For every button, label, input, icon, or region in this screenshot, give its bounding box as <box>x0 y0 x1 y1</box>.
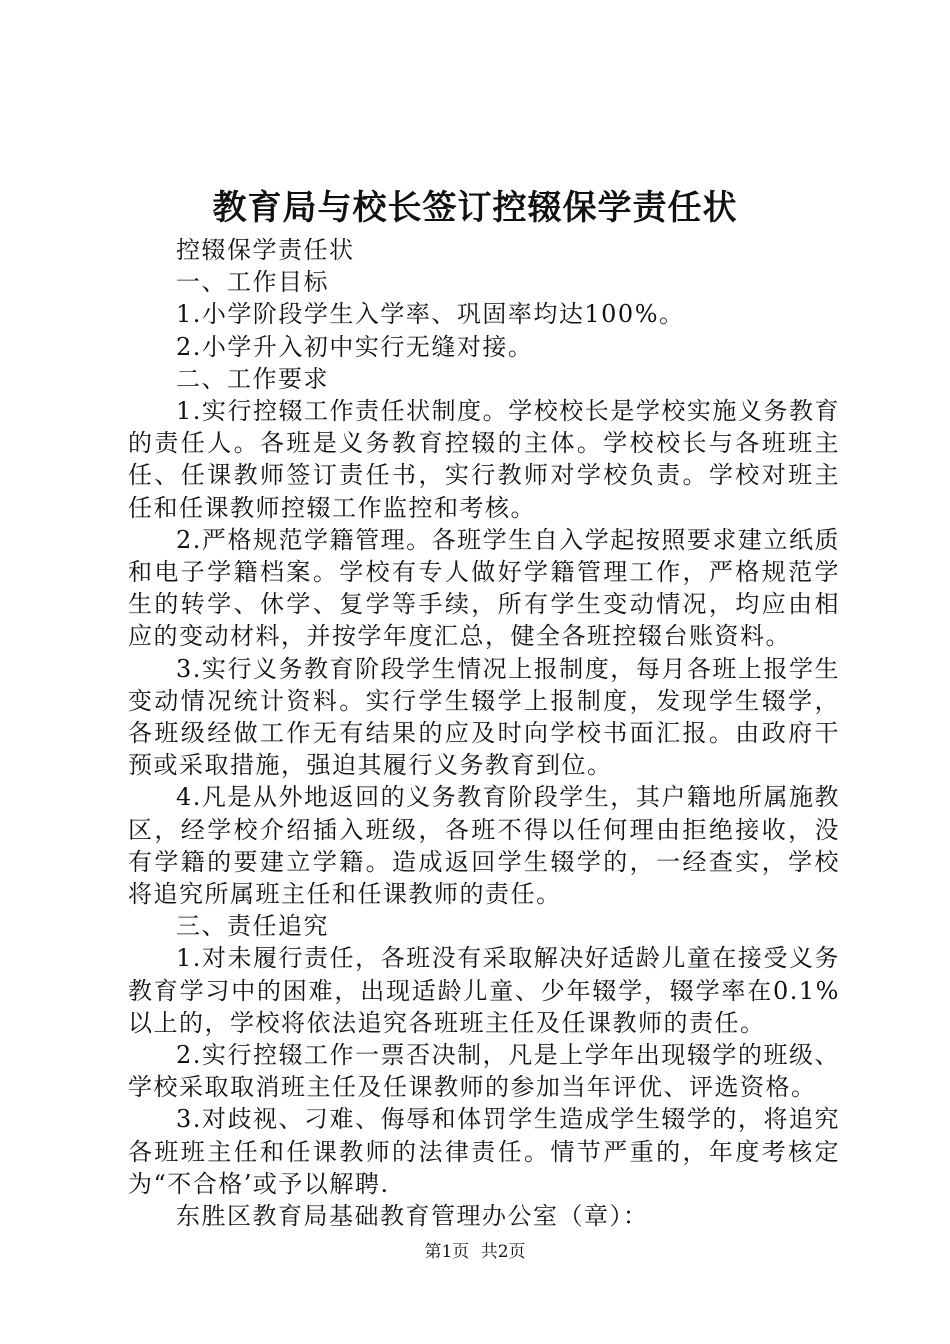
paragraph: 1.小学阶段学生入学率、巩固率均达100%。 <box>176 300 685 329</box>
section-heading-accountability: 三、责任追究 <box>176 912 329 941</box>
paragraph-subtitle: 控辍保学责任状 <box>176 236 355 264</box>
paragraph: 1.对未履行责任，各班没有采取解决好适龄儿童在接受义务教育学习中的困难，出现适龄儿童、少年辍学，辍学率在0.1%以上的，学校将依法追究各班班主任及任课教师的责任。 <box>128 944 840 1037</box>
page-total: 共2页 <box>480 1242 526 1262</box>
signature-line: 东胜区教育局基础教育管理办公室（章）： <box>176 1202 649 1231</box>
paragraph: 4.凡是从外地返回的义务教育阶段学生，其户籍地所属施教区，经学校介绍插入班级，各班不得以任何理由拒绝接收，没有学籍的要建立学籍。造成返回学生辍学的，一经查实，学校将追究所属班主任和任课教师的责任。 <box>128 783 840 909</box>
page-footer <box>0 1240 950 1264</box>
paragraph: 2.严格规范学籍管理。各班学生自入学起按照要求建立纸质和电子学籍档案。学校有专人做好学籍管理工作，严格规范学生的转学、休学、复学等手续，所有学生变动情况，均应由相应的变动材料，并按学年度汇总，健全各班控辍台账资料。 <box>128 525 840 651</box>
section-heading-requirements: 二、工作要求 <box>176 364 329 393</box>
paragraph: 3.对歧视、刁难、侮辱和体罚学生造成学生辍学的，将追究各班班主任和任课教师的法律责任。情节严重的，年度考核定为“不合格’或予以解聘. <box>128 1105 840 1198</box>
document-body <box>128 234 840 1232</box>
paragraph: 1.实行控辍工作责任状制度。学校校长是学校实施义务教育的责任人。各班是义务教育控辍的主体。学校校长与各班班主任、任课教师签订责任书，实行教师对学校负责。学校对班主任和任课教师控辍工作监控和考核。 <box>128 397 840 522</box>
paragraph: 2.实行控辍工作一票否决制，凡是上学年出现辍学的班级、学校采取取消班主任及任课教师的参加当年评优、评选资格。 <box>128 1041 840 1102</box>
paragraph: 3.实行义务教育阶段学生情况上报制度，每月各班上报学生变动情况统计资料。实行学生辍学上报制度，发现学生辍学，各班级经做工作无有结果的应及时向学校书面汇报。由政府干预或采取措施，强迫其履行义务教育到位。 <box>128 654 840 780</box>
paragraph: 2.小学升入初中实行无缝对接。 <box>176 332 534 361</box>
section-heading-goals: 一、工作目标 <box>176 268 329 297</box>
document-title: 教育局与校长签订控辍保学责任状 <box>212 188 738 228</box>
page-number: 第1页 <box>424 1242 470 1262</box>
